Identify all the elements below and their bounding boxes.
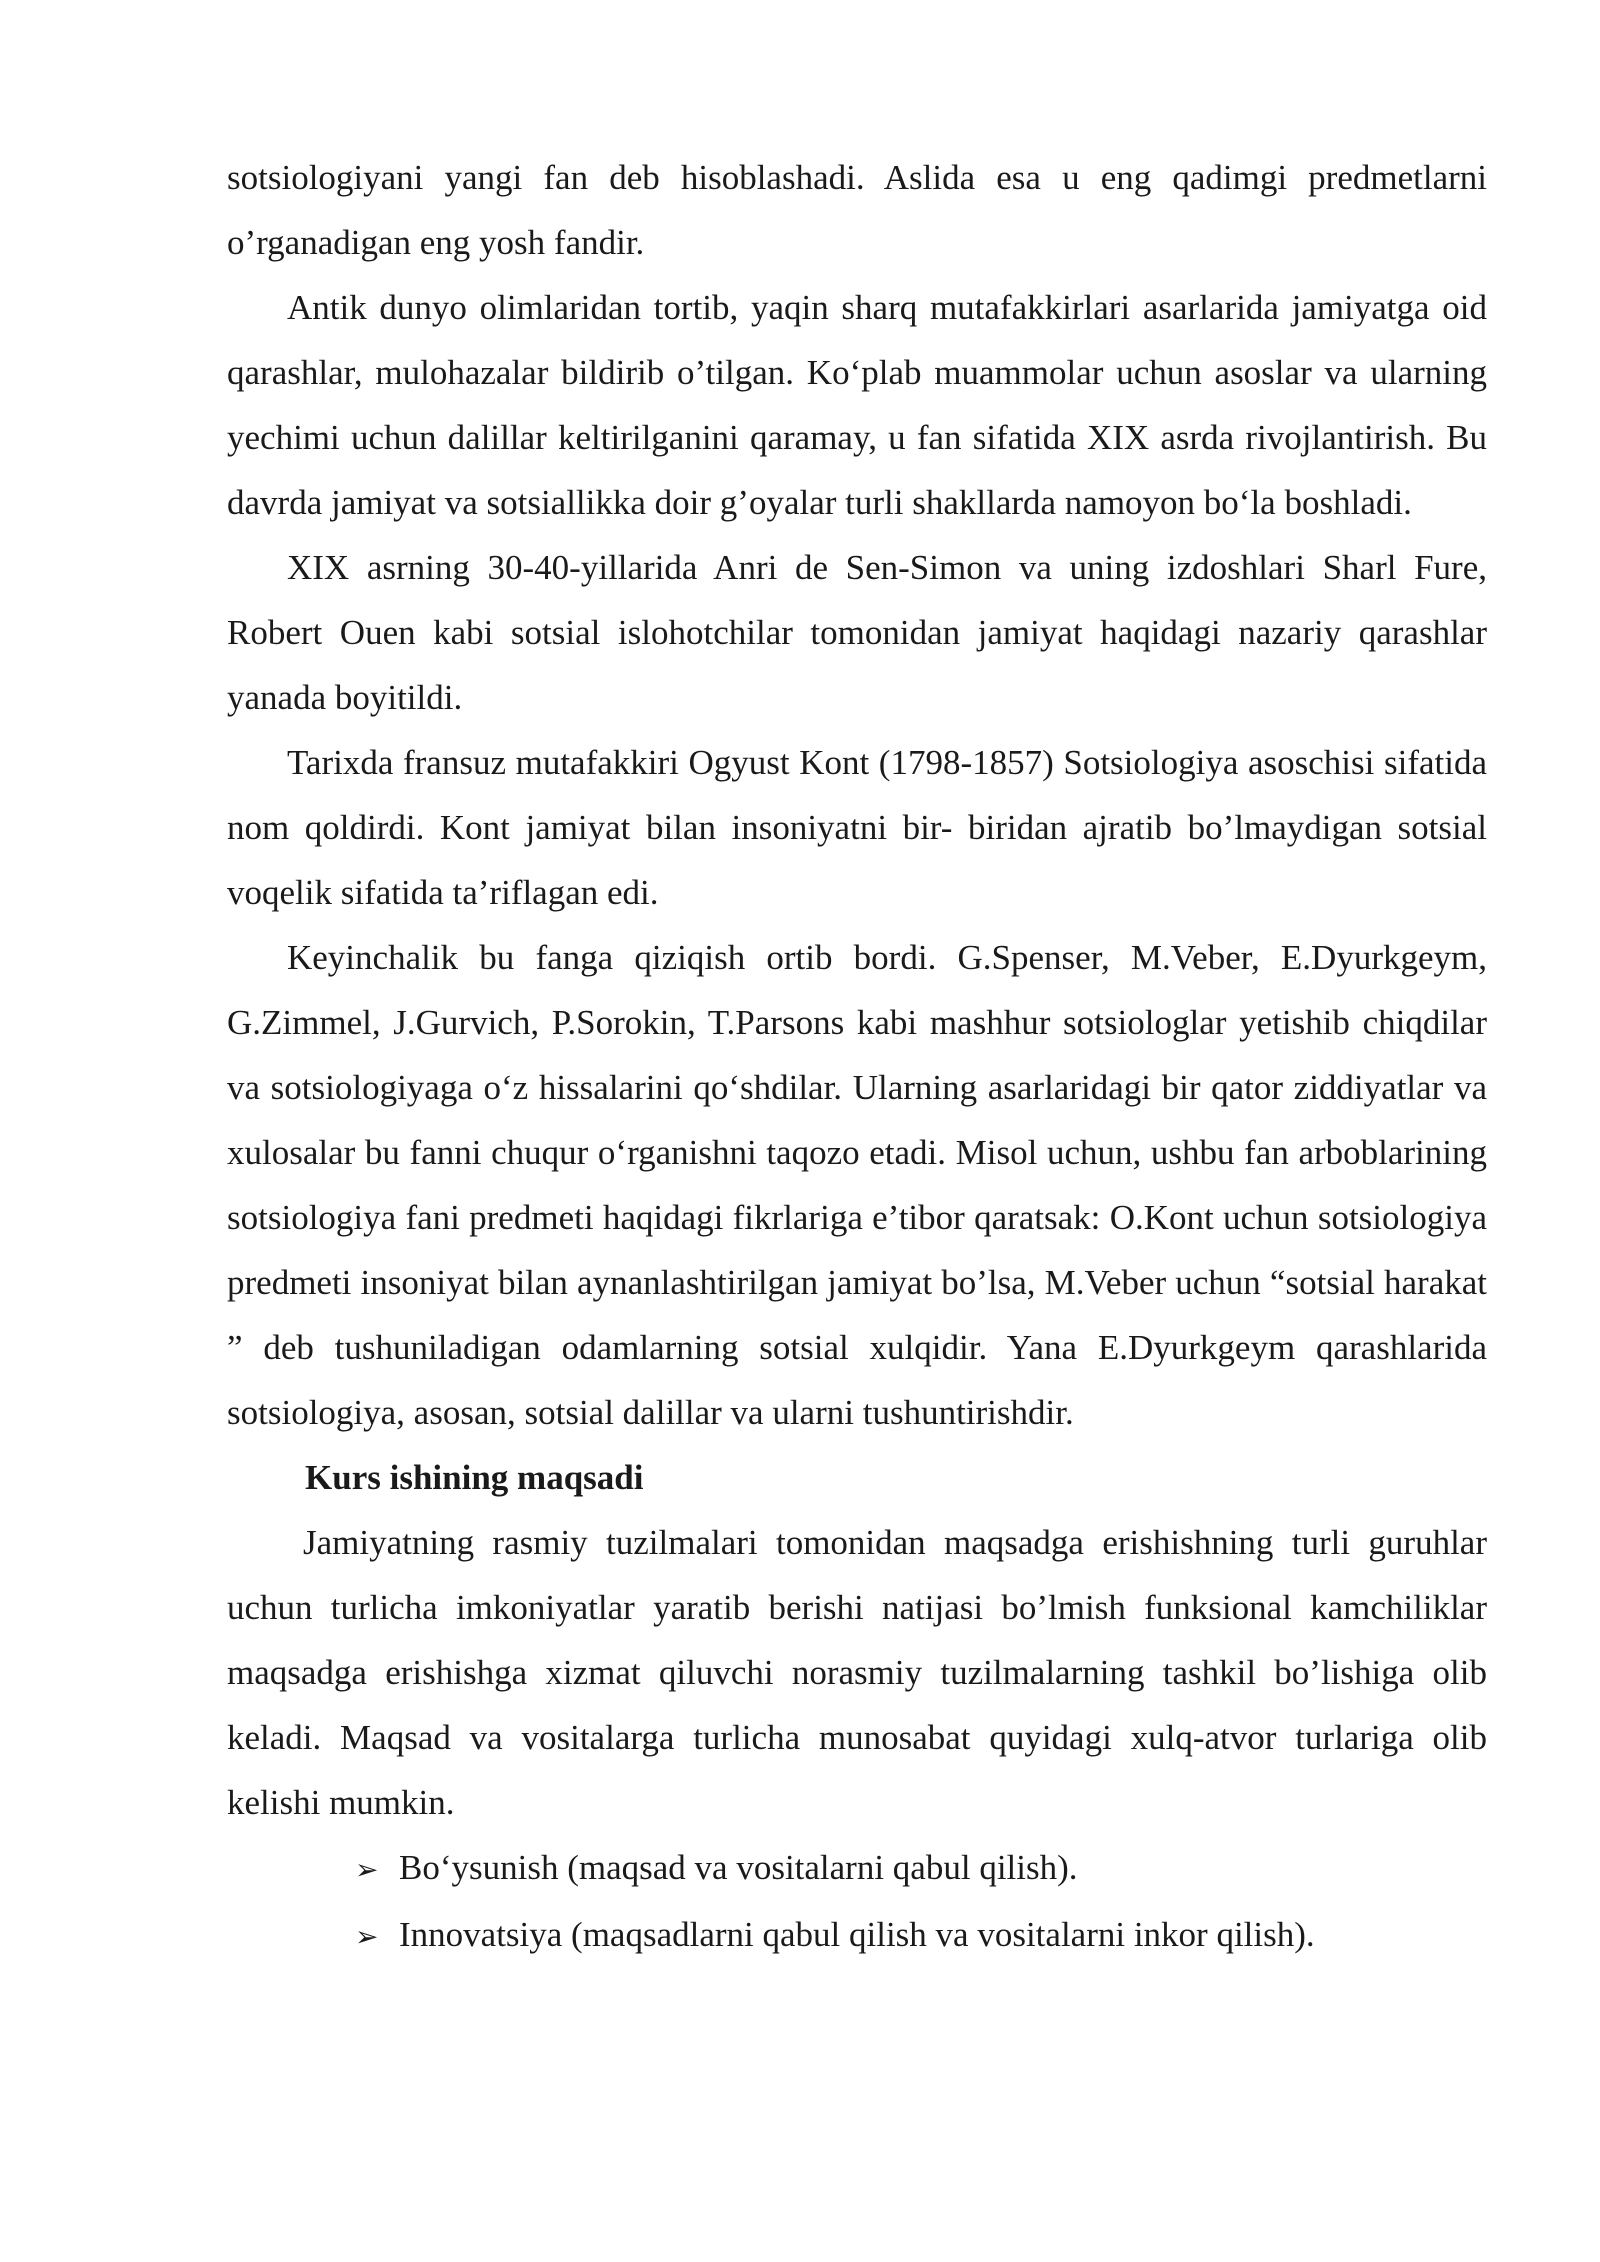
arrowhead-icon: ➢ <box>355 1853 379 1886</box>
paragraph: XIX asrning 30-40-yillarida Anri de Sen-Simon va uning izdoshlari Sharl Fure, Robert Ouen kabi sotsial islohotchilar tomonidan jamiyat haqidagi nazariy qarashlar yanada boyitildi. <box>227 548 1487 717</box>
document-page <box>227 145 1487 1969</box>
list-item-text: Innovatsiya (maqsadlarni qabul qilish va vositalarni inkor qilish). <box>399 1915 1315 1954</box>
paragraph: sotsiologiyani yangi fan deb hisoblashadi. Aslida esa u eng qadimgi predmetlarni o’rganadigan eng yosh fandir. <box>227 158 1487 262</box>
goal-paragraph: Jamiyatning rasmiy tuzilmalari tomonidan maqsadga erishishning turli guruhlar uchun turlicha imkoniyatlar yaratib berishi natijasi bo’lmish funksional kamchiliklar maqsadga erishishga xizmat qiluvchi norasmiy tuzilmalarning tashkil bo’lishiga olib keladi. Maqsad va vositalarga turlicha munosabat quyidagi xulq-atvor turlariga olib kelishi mumkin. <box>227 1523 1487 1822</box>
paragraph: Antik dunyo olimlaridan tortib, yaqin sharq mutafakkirlari asarlarida jamiyatga oid qarashlar, mulohazalar bildirib o’tilgan. Ko‘plab muammolar uchun asoslar va ularning yechimi uchun dalillar keltirilganini qaramay, u fan sifatida XIX asrda rivojlantirish. Bu davrda jamiyat va sotsiallikka doir g’oyalar turli shakllarda namoyon bo‘la boshladi. <box>227 288 1487 522</box>
list-item <box>355 1835 1487 1902</box>
paragraph: Tarixda fransuz mutafakkiri Ogyust Kont (1798-1857) Sotsiologiya asoschisi sifatida nom qoldirdi. Kont jamiyat bilan insoniyatni bir- biridan ajratib bo’lmaydigan sotsial voqelik sifatida ta’riflagan edi. <box>227 743 1487 912</box>
arrowhead-icon: ➢ <box>355 1920 379 1953</box>
paragraph: Keyinchalik bu fanga qiziqish ortib bordi. G.Spenser, M.Veber, E.Dyurkgeym, G.Zimmel, J.Gurvich, P.Sorokin, T.Parsons kabi mashhur sotsiologlar yetishib chiqdilar va sotsiologiyaga o‘z hissalarini qo‘shdilar. Ularning asarlaridagi bir qator ziddiyatlar va xulosalar bu fanni chuqur o‘rganishni taqozo etadi. Misol uchun, ushbu fan arboblarining sotsiologiya fani predmeti haqidagi fikrlariga e’tibor qaratsak: O.Kont uchun sotsiologiya predmeti insoniyat bilan aynanlashtirilgan jamiyat bo’lsa, M.Veber uchun “sotsial harakat ” deb tushuniladigan odamlarning sotsial xulqidir. Yana E.Dyurkgeym qarashlarida sotsiologiya, asosan, sotsial dalillar va ularni tushuntirishdir. <box>227 938 1487 1432</box>
section-heading: Kurs ishining maqsadi <box>305 1458 644 1497</box>
list-item-text: Bo‘ysunish (maqsad va vositalarni qabul qilish). <box>399 1848 1078 1887</box>
bullet-list <box>227 1835 1487 1969</box>
list-item <box>355 1902 1487 1969</box>
